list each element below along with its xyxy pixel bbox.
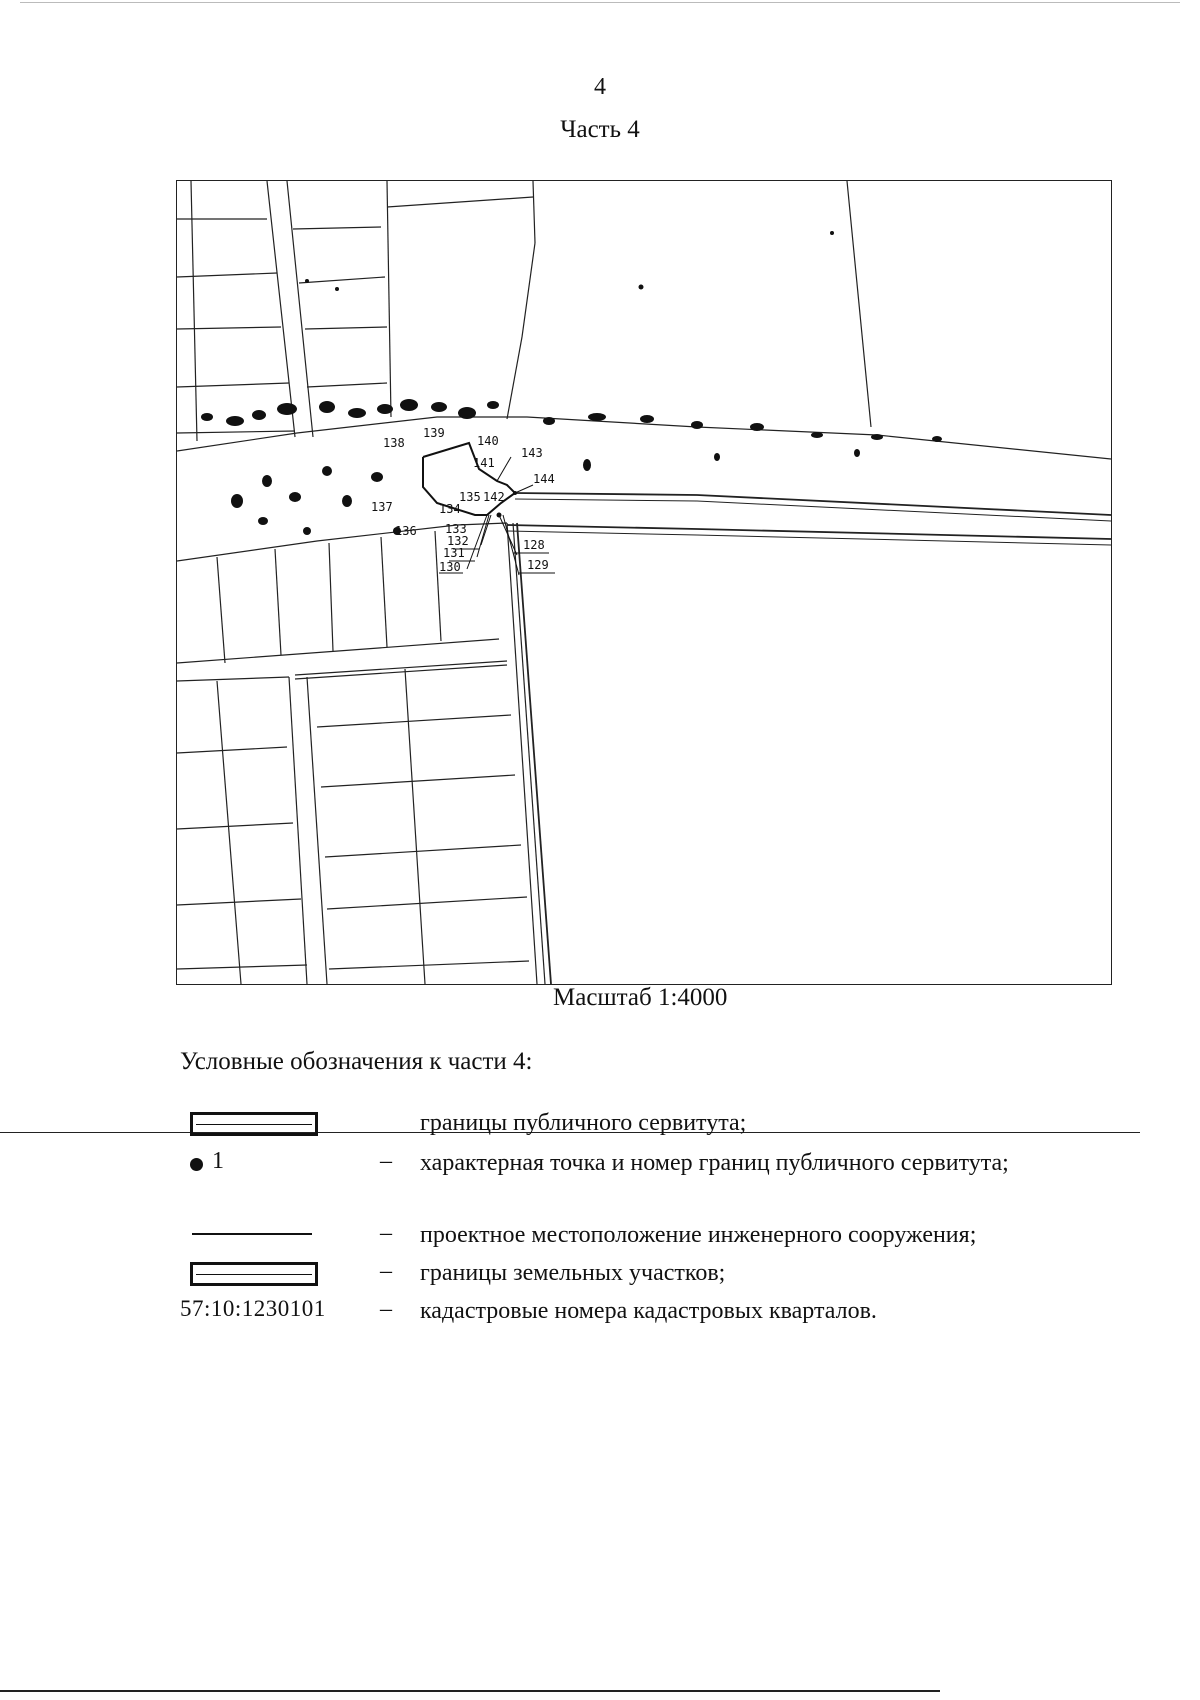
top-rule [20, 2, 1180, 3]
point-label-140: 140 [477, 434, 499, 448]
double-line-box-icon [190, 1112, 318, 1136]
legend-text: кадастровые номера кадастровых кварталов. [420, 1298, 877, 1324]
legend-symbol-double-line-box [180, 1108, 360, 1142]
point-label-131: 131 [443, 546, 465, 560]
legend-text: границы публичного сервитута; [420, 1110, 747, 1136]
point-label-137: 137 [371, 500, 393, 514]
legend-text: проектное местоположение инженерного сооружения; [420, 1222, 977, 1248]
legend-symbol-filled-dot [180, 1148, 360, 1182]
legend-text: характерная точка и номер границ публичного сервитута; [420, 1150, 1009, 1176]
point-label-128: 128 [523, 538, 545, 552]
point-label-129: 129 [527, 558, 549, 572]
bottom-rule [0, 1690, 940, 1692]
map-scale: Масштаб 1:4000 [553, 984, 728, 1011]
point-labels [371, 426, 555, 574]
vegetation-texture [201, 231, 942, 535]
parcel-lines [177, 181, 1111, 984]
point-label-134: 134 [439, 502, 461, 516]
legend-symbol-double-line-box [180, 1258, 360, 1292]
legend-symbol-code-text [180, 1296, 360, 1330]
dot-label: 1 [212, 1148, 224, 1174]
legend-dash: – [380, 1220, 392, 1246]
point-label-142: 142 [483, 490, 505, 504]
double-line-box-icon [190, 1262, 318, 1286]
legend-dash: – [380, 1258, 392, 1284]
point-label-135: 135 [459, 490, 481, 504]
servitude-boundary [423, 443, 515, 515]
cadastral-code-sample: 57:10:1230101 [180, 1296, 326, 1321]
cadastral-map [176, 180, 1112, 985]
legend-dash: – [380, 1148, 392, 1174]
legend-symbol-single-line [180, 1220, 360, 1254]
map-drawing [177, 181, 1111, 984]
point-label-144: 144 [533, 472, 555, 486]
point-label-138: 138 [383, 436, 405, 450]
single-line-icon [192, 1233, 312, 1235]
point-label-132: 132 [447, 534, 469, 548]
point-label-141: 141 [473, 456, 495, 470]
legend-dash: – [380, 1296, 392, 1322]
point-label-143: 143 [521, 446, 543, 460]
point-label-130: 130 [439, 560, 461, 574]
page-number: 4 [594, 74, 606, 100]
point-label-133: 133 [445, 522, 467, 536]
legend-title: Условные обозначения к части 4: [180, 1048, 533, 1075]
point-label-136: 136 [395, 524, 417, 538]
part-title: Часть 4 [560, 116, 640, 143]
legend-text: границы земельных участков; [420, 1260, 726, 1286]
point-label-139: 139 [423, 426, 445, 440]
filled-dot-icon [190, 1158, 203, 1171]
